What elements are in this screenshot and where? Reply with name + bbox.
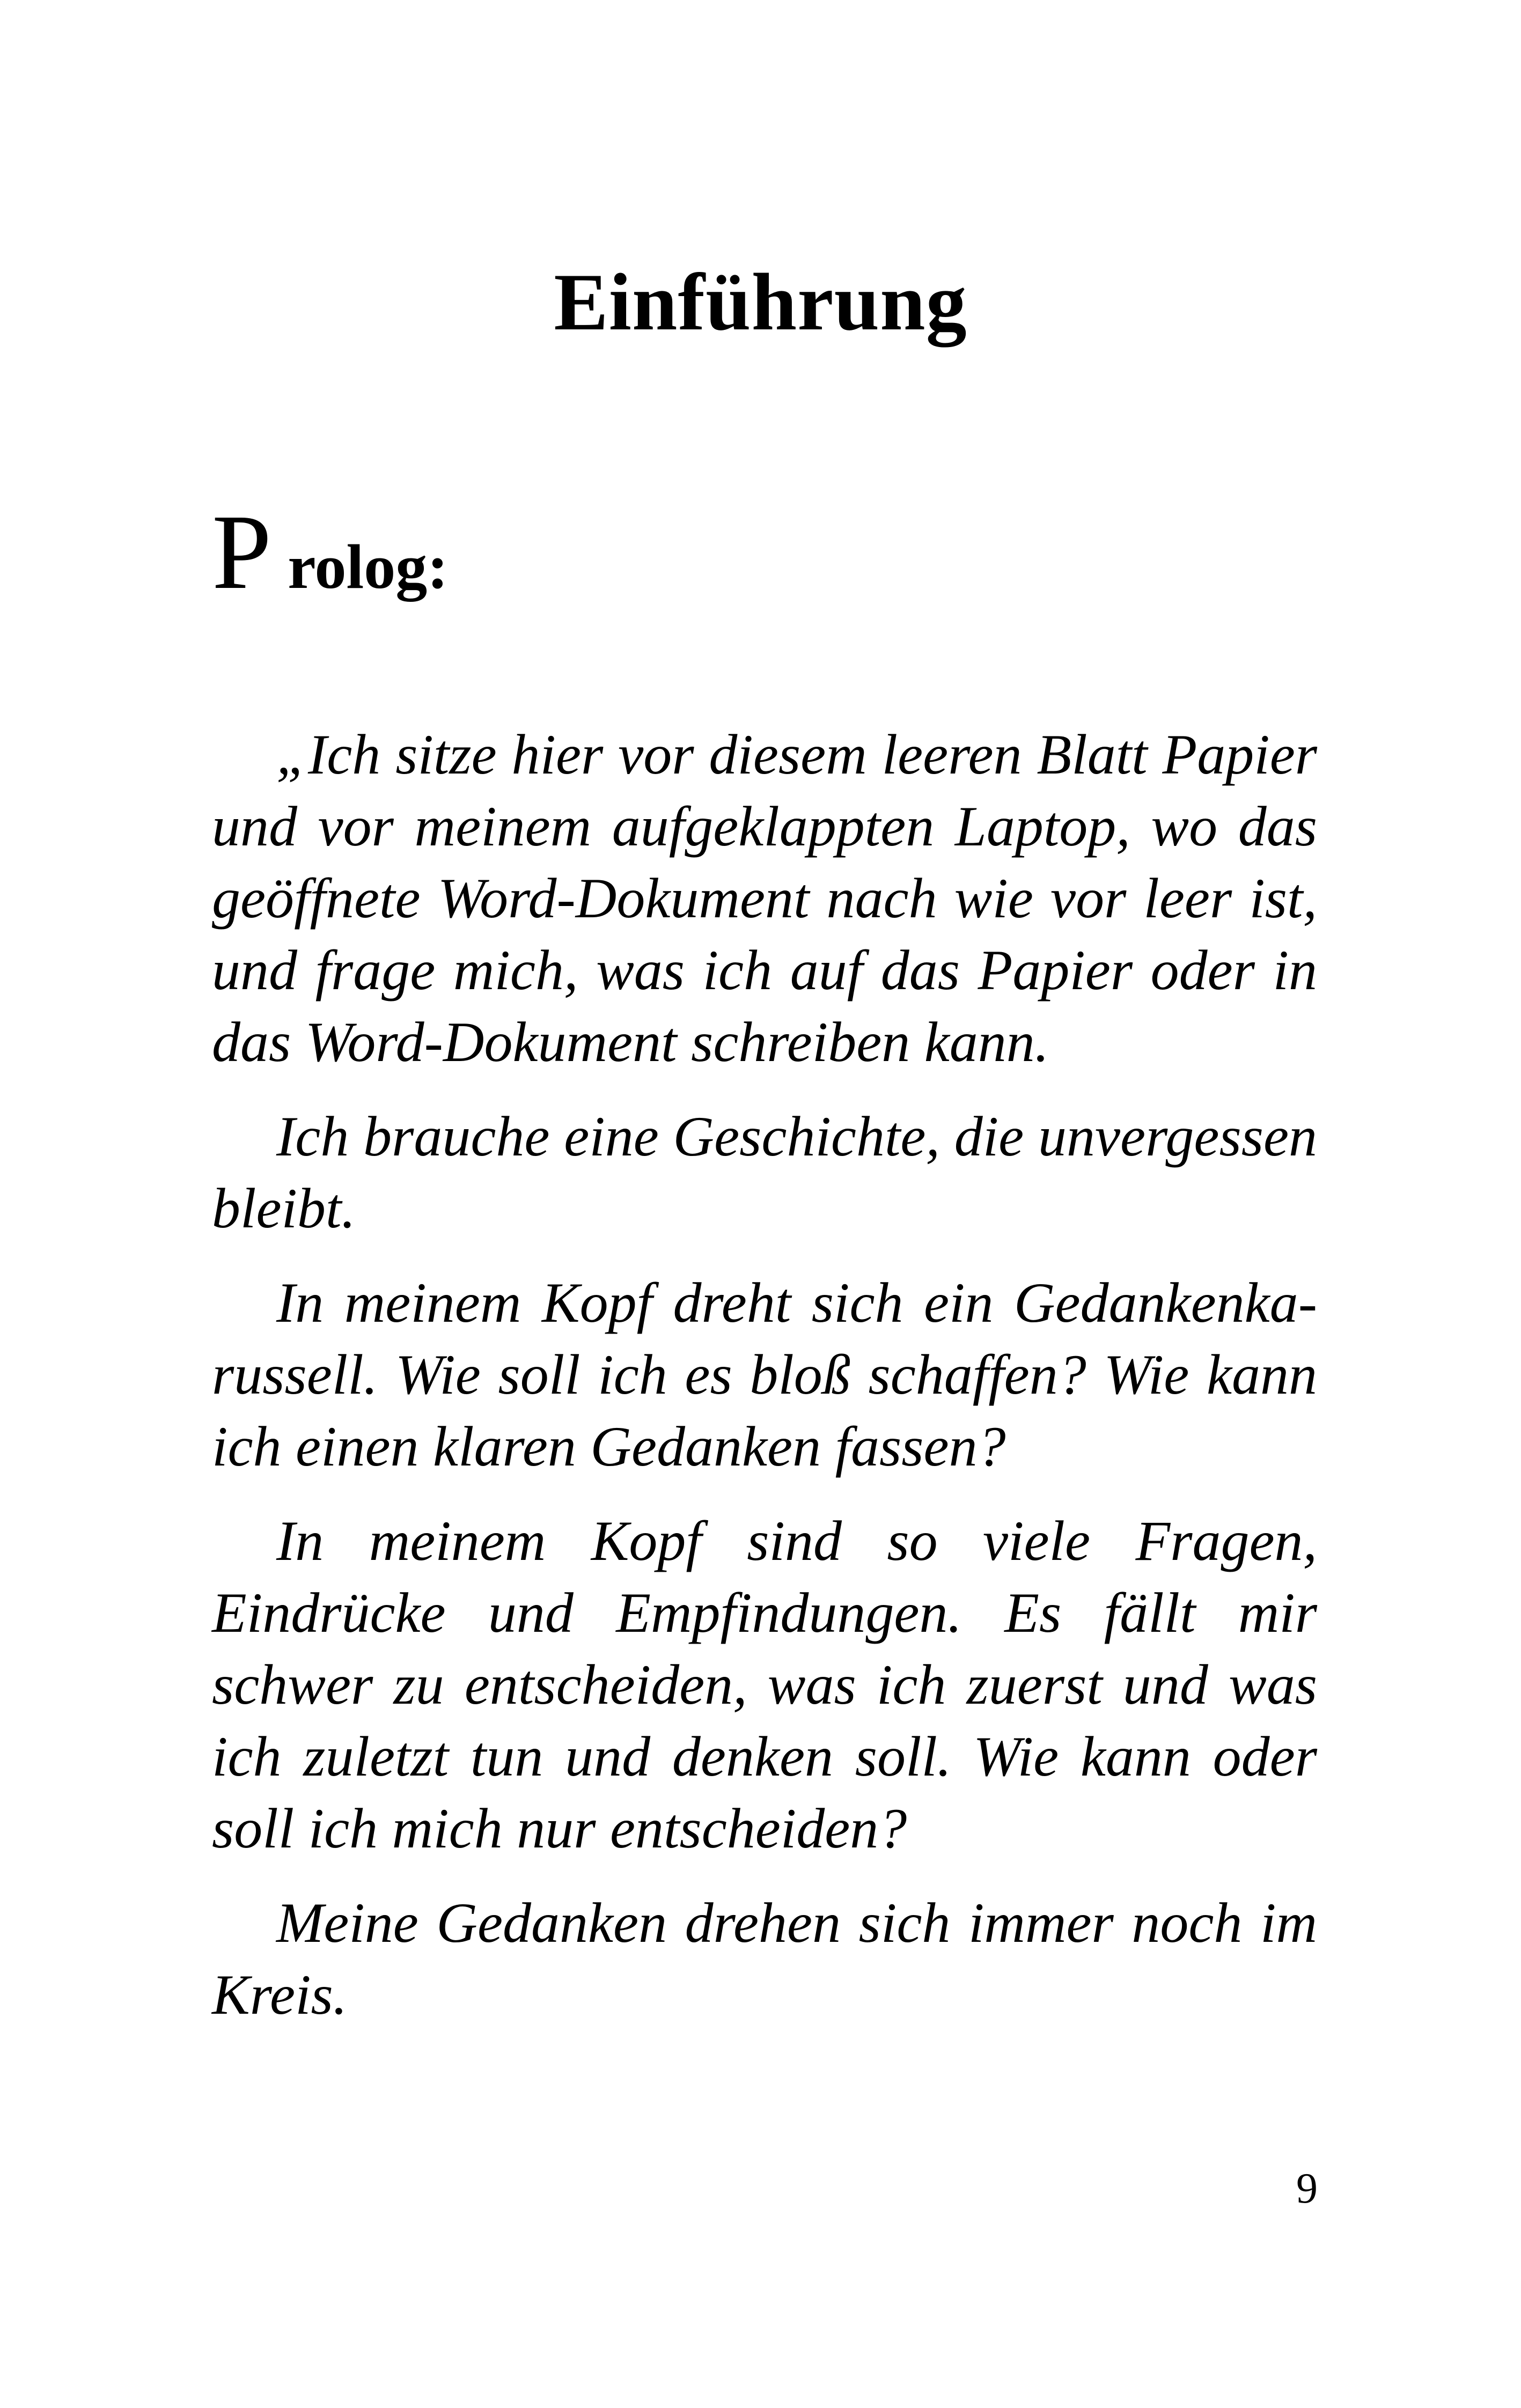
paragraph: In meinem Kopf dreht sich ein Gedankenkarussell. Wie soll ich es bloß schaffen? Wie kann ich einen klaren Gedanken fassen? [212, 1271, 1317, 1478]
page-number: 9 [1296, 2165, 1318, 2212]
paragraph: „Ich sitze hier vor diesem leeren Blatt Papier und vor meinem aufgeklappten Laptop, wo das geöffnete Word-Dokument nach wie vor leer ist, und frage mich, was ich auf das Papier oder in das Word-Dokument schreiben kann. [212, 723, 1317, 1073]
paragraph: Ich brauche eine Geschichte, die unvergessen bleibt. [212, 1105, 1317, 1240]
paragraph: In meinem Kopf sind so viele Fragen, Eindrücke und Empfindungen. Es fällt mir schwer zu entscheiden, was ich zuerst und was ich zuletzt tun und denken soll. Wie kann oder soll ich mich nur entscheiden? [212, 1509, 1317, 1860]
body-text [212, 719, 1317, 2053]
drop-initial: P [212, 493, 272, 612]
paragraph: Meine Gedanken drehen sich immer noch im Kreis. [212, 1891, 1317, 2026]
section-heading [212, 493, 449, 612]
section-heading-rest: rolog: [288, 532, 449, 602]
chapter-title: Einführung [554, 257, 967, 347]
